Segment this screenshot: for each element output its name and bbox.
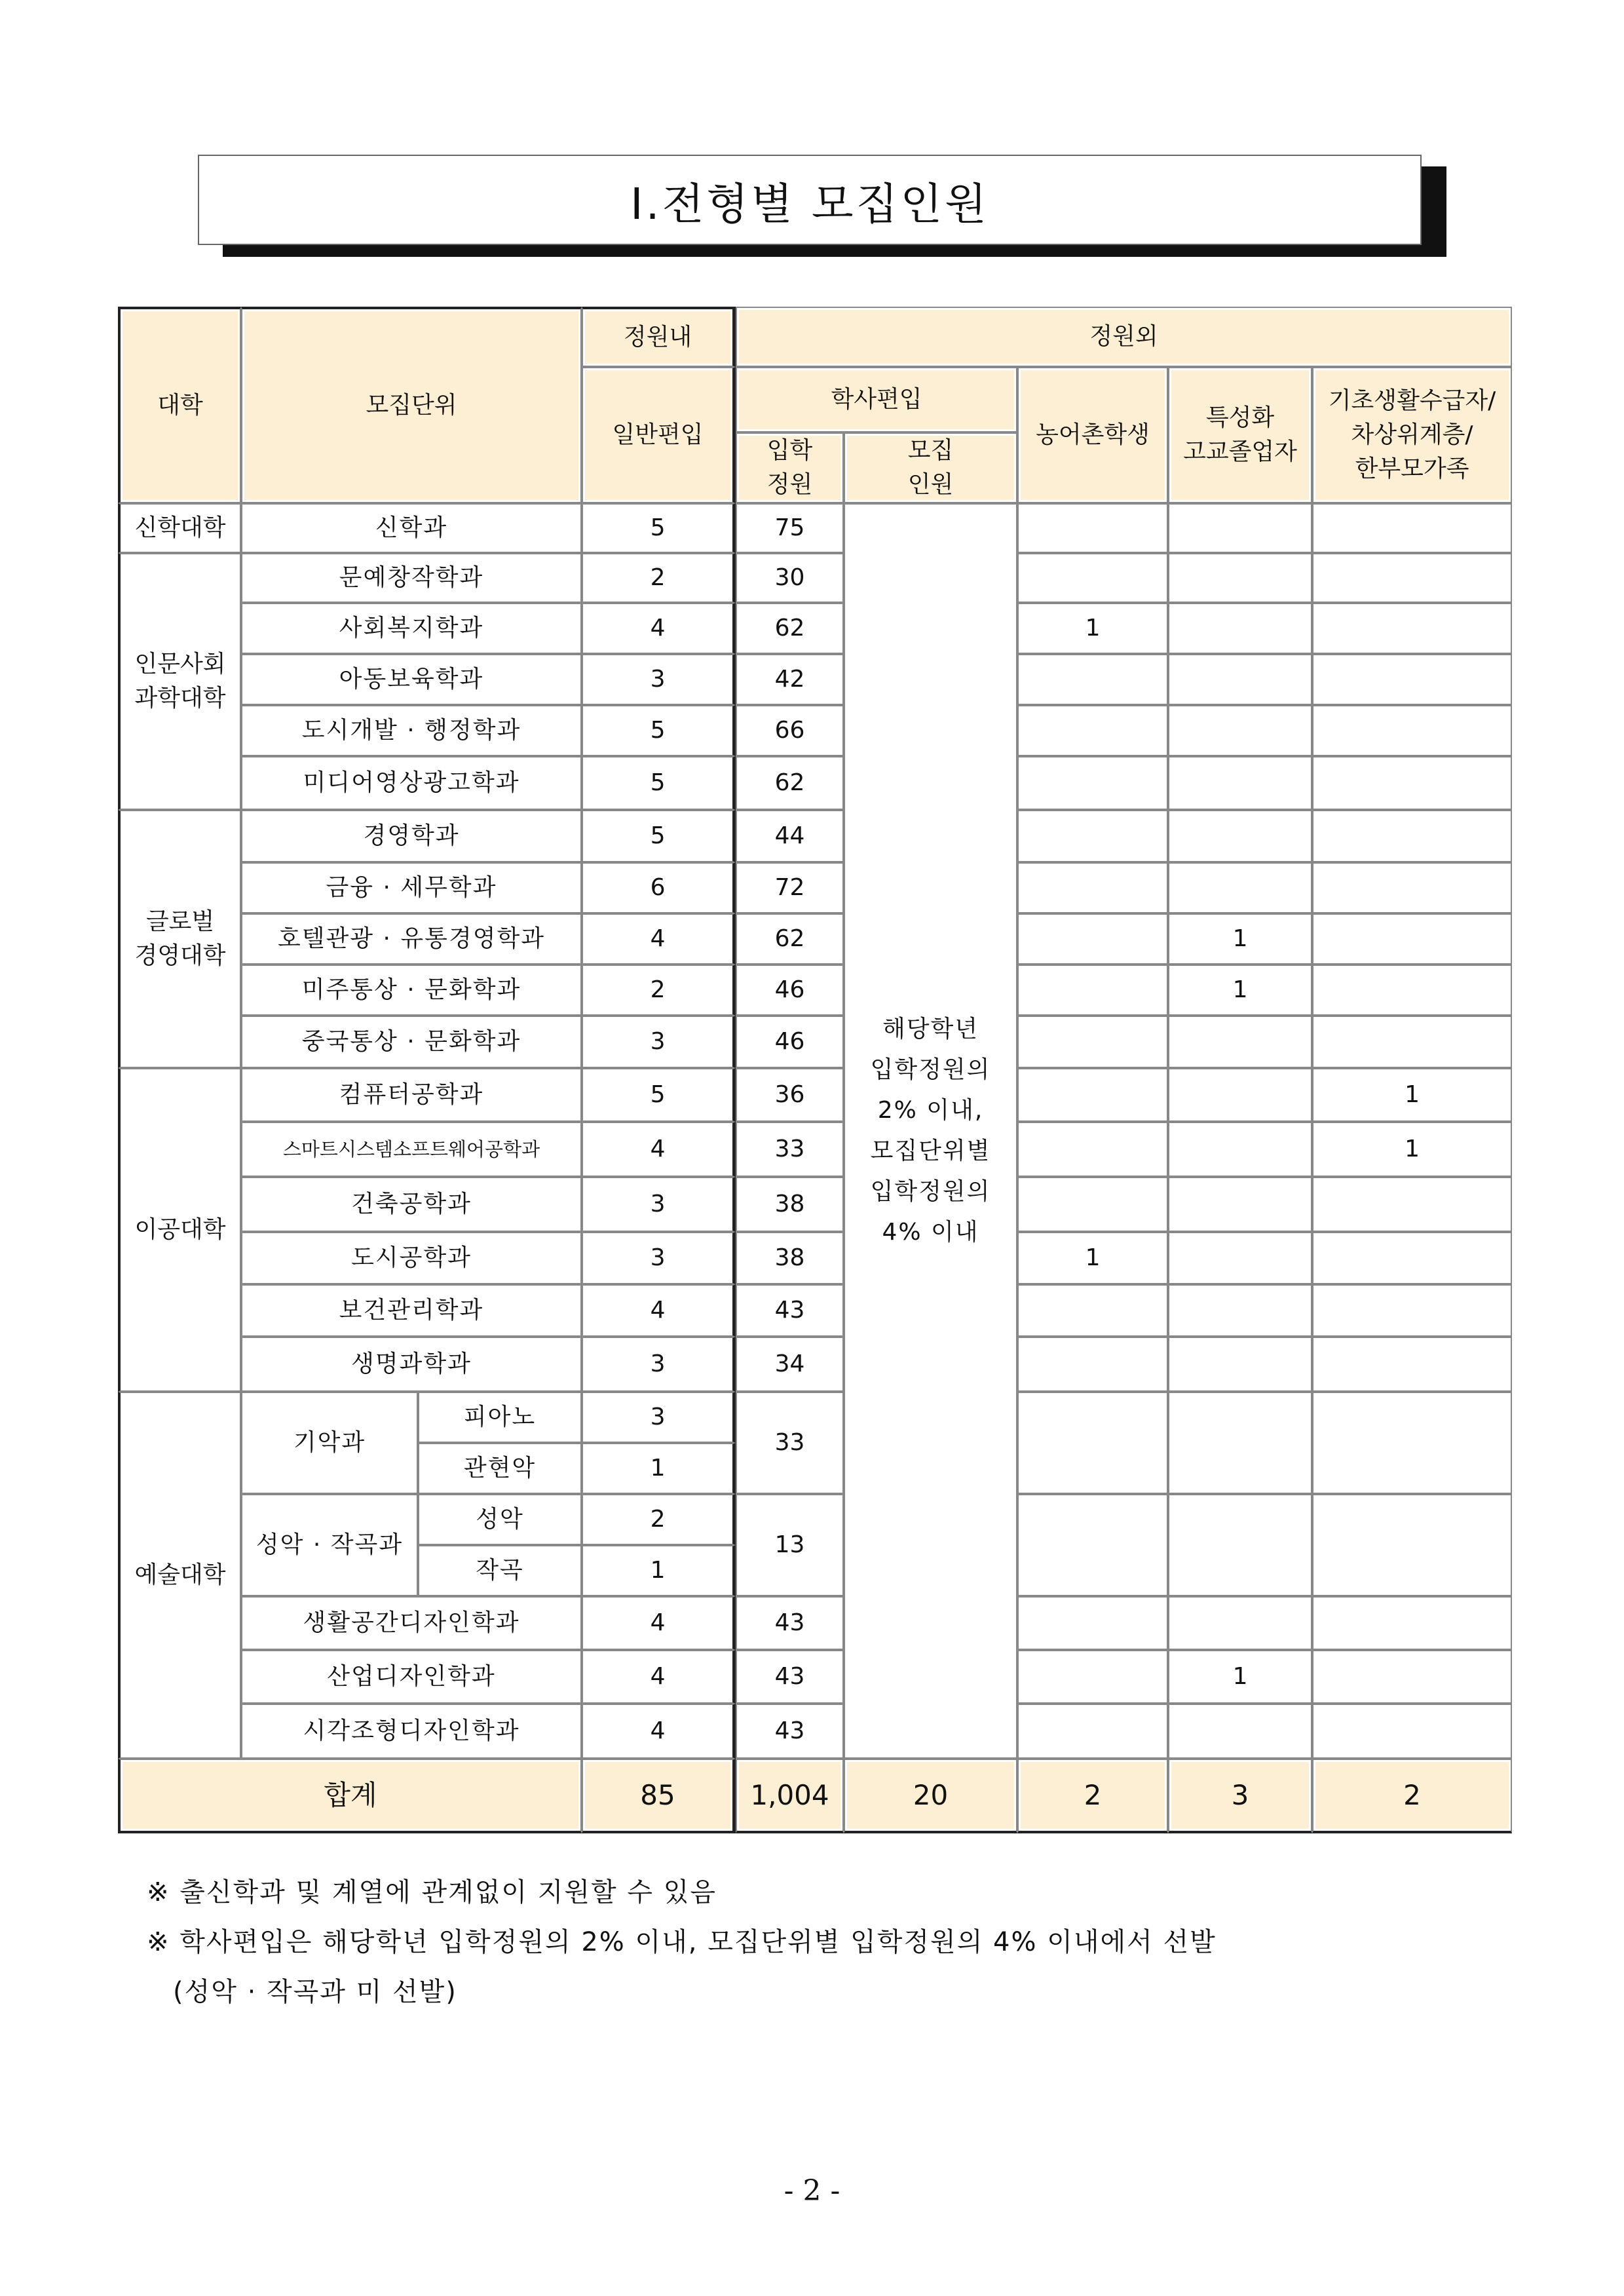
- unit-cell: 생활공간디자인학과: [241, 1596, 582, 1650]
- rural-cell: [1017, 654, 1168, 705]
- welfare-cell: [1312, 862, 1512, 913]
- admission-quota-cell: 46: [736, 1016, 844, 1068]
- specialized-cell: [1168, 1232, 1312, 1284]
- admission-quota-cell: 33: [736, 1122, 844, 1177]
- header-specialized: 특성화 고교졸업자: [1168, 367, 1312, 503]
- total-specialized: 3: [1168, 1759, 1312, 1833]
- sub-unit-cell: 작곡: [418, 1545, 582, 1596]
- specialized-cell: [1168, 1016, 1312, 1068]
- unit-cell: 스마트시스템소프트웨어공학과: [241, 1122, 582, 1177]
- rural-cell: [1017, 553, 1168, 603]
- admission-quota-cell: 43: [736, 1596, 844, 1650]
- welfare-cell: [1312, 705, 1512, 756]
- table-row: [118, 756, 1512, 810]
- rural-cell: [1017, 862, 1168, 913]
- specialized-cell: [1168, 1177, 1312, 1232]
- rural-cell: [1017, 1122, 1168, 1177]
- unit-cell: 경영학과: [241, 810, 582, 862]
- rural-cell: [1017, 1494, 1168, 1596]
- unit-cell: 도시공학과: [241, 1232, 582, 1284]
- total-row: [118, 1759, 1512, 1833]
- table-row: [118, 1284, 1512, 1337]
- welfare-cell: [1312, 553, 1512, 603]
- rural-cell: [1017, 1068, 1168, 1122]
- specialized-cell: [1168, 1704, 1312, 1759]
- general-transfer-cell: 4: [582, 913, 736, 965]
- college-cell: 글로벌 경영대학: [118, 810, 241, 1068]
- general-transfer-cell: 2: [582, 553, 736, 603]
- specialized-cell: 1: [1168, 913, 1312, 965]
- general-transfer-cell: 5: [582, 1068, 736, 1122]
- general-transfer-cell: 1: [582, 1545, 736, 1596]
- admission-quota-cell: 36: [736, 1068, 844, 1122]
- table-row: [118, 913, 1512, 965]
- unit-cell: 사회복지학과: [241, 603, 582, 654]
- header-unit: 모집단위: [241, 307, 582, 503]
- table-row: [118, 1177, 1512, 1232]
- general-transfer-cell: 3: [582, 1392, 736, 1443]
- unit-cell: 컴퓨터공학과: [241, 1068, 582, 1122]
- unit-cell: 산업디자인학과: [241, 1650, 582, 1704]
- general-transfer-cell: 2: [582, 965, 736, 1016]
- admission-quota-cell: 75: [736, 503, 844, 553]
- total-rural: 2: [1017, 1759, 1168, 1833]
- general-transfer-cell: 3: [582, 1177, 736, 1232]
- unit-cell: 아동보육학과: [241, 654, 582, 705]
- welfare-cell: [1312, 1337, 1512, 1392]
- note-1: ※ 출신학과 및 계열에 관계없이 지원할 수 있음: [147, 1877, 717, 1907]
- admission-quota-cell: 13: [736, 1494, 844, 1596]
- table-row: [118, 1704, 1512, 1759]
- general-transfer-cell: 4: [582, 1650, 736, 1704]
- unit-cell: 호텔관광 · 유통경영학과: [241, 913, 582, 965]
- rural-cell: [1017, 1392, 1168, 1494]
- general-transfer-cell: 4: [582, 1596, 736, 1650]
- table-row: [118, 503, 1512, 553]
- specialized-cell: [1168, 1122, 1312, 1177]
- header-recruit-count: 모집 인원: [844, 432, 1017, 503]
- general-transfer-cell: 4: [582, 1284, 736, 1337]
- welfare-cell: [1312, 503, 1512, 553]
- general-transfer-cell: 3: [582, 1337, 736, 1392]
- notes: [147, 1867, 1217, 2017]
- admission-quota-cell: 66: [736, 705, 844, 756]
- specialized-cell: [1168, 553, 1312, 603]
- specialized-cell: [1168, 862, 1312, 913]
- college-cell: 이공대학: [118, 1068, 241, 1392]
- rural-cell: [1017, 965, 1168, 1016]
- rural-cell: [1017, 1016, 1168, 1068]
- table-row: [118, 1392, 1512, 1443]
- table-row: [118, 1232, 1512, 1284]
- unit-cell: 성악 · 작곡과: [241, 1494, 418, 1596]
- table-row: [118, 965, 1512, 1016]
- specialized-cell: [1168, 654, 1312, 705]
- welfare-cell: [1312, 1392, 1512, 1494]
- recruitment-table: [118, 307, 1512, 1833]
- admission-quota-cell: 34: [736, 1337, 844, 1392]
- welfare-cell: [1312, 1284, 1512, 1337]
- general-transfer-cell: 4: [582, 1704, 736, 1759]
- rural-cell: [1017, 1596, 1168, 1650]
- general-transfer-cell: 1: [582, 1443, 736, 1494]
- header-bachelor-transfer: 학사편입: [736, 367, 1017, 432]
- unit-cell: 미디어영상광고학과: [241, 756, 582, 810]
- admission-quota-cell: 42: [736, 654, 844, 705]
- admission-quota-cell: 62: [736, 756, 844, 810]
- rural-cell: [1017, 1650, 1168, 1704]
- welfare-cell: [1312, 1596, 1512, 1650]
- rural-cell: [1017, 913, 1168, 965]
- header-in-quota: 정원내: [582, 307, 736, 367]
- header-college: 대학: [118, 307, 241, 503]
- welfare-cell: [1312, 1494, 1512, 1596]
- general-transfer-cell: 4: [582, 603, 736, 654]
- rural-cell: [1017, 1337, 1168, 1392]
- rural-cell: 1: [1017, 603, 1168, 654]
- header-out-quota: 정원외: [736, 307, 1512, 367]
- welfare-cell: [1312, 965, 1512, 1016]
- welfare-cell: [1312, 654, 1512, 705]
- rural-cell: [1017, 1177, 1168, 1232]
- sub-unit-cell: 성악: [418, 1494, 582, 1545]
- total-quota: 1,004: [736, 1759, 844, 1833]
- table-row: [118, 862, 1512, 913]
- admission-quota-cell: 38: [736, 1232, 844, 1284]
- admission-quota-cell: 43: [736, 1650, 844, 1704]
- general-transfer-cell: 2: [582, 1494, 736, 1545]
- specialized-cell: [1168, 603, 1312, 654]
- admission-quota-cell: 43: [736, 1284, 844, 1337]
- table-row: [118, 1068, 1512, 1122]
- welfare-cell: [1312, 1016, 1512, 1068]
- unit-cell: 도시개발 · 행정학과: [241, 705, 582, 756]
- rural-cell: [1017, 1704, 1168, 1759]
- welfare-cell: [1312, 1704, 1512, 1759]
- welfare-cell: [1312, 1177, 1512, 1232]
- rural-cell: [1017, 1284, 1168, 1337]
- admission-quota-cell: 44: [736, 810, 844, 862]
- header-admission-quota: 입학 정원: [736, 432, 844, 503]
- total-label: 합계: [118, 1759, 582, 1833]
- general-transfer-cell: 3: [582, 1016, 736, 1068]
- specialized-cell: [1168, 810, 1312, 862]
- unit-cell: 미주통상 · 문화학과: [241, 965, 582, 1016]
- unit-cell: 기악과: [241, 1392, 418, 1494]
- specialized-cell: [1168, 1284, 1312, 1337]
- admission-quota-cell: 62: [736, 603, 844, 654]
- general-transfer-cell: 5: [582, 705, 736, 756]
- general-transfer-cell: 5: [582, 503, 736, 553]
- specialized-cell: [1168, 1337, 1312, 1392]
- rural-cell: [1017, 810, 1168, 862]
- admission-quota-cell: 72: [736, 862, 844, 913]
- unit-cell: 신학과: [241, 503, 582, 553]
- unit-cell: 건축공학과: [241, 1177, 582, 1232]
- table-row: [118, 603, 1512, 654]
- unit-cell: 문예창작학과: [241, 553, 582, 603]
- specialized-cell: 1: [1168, 965, 1312, 1016]
- table-row: [118, 1494, 1512, 1545]
- total-general: 85: [582, 1759, 736, 1833]
- college-cell: 신학대학: [118, 503, 241, 553]
- rural-cell: 1: [1017, 1232, 1168, 1284]
- sub-unit-cell: 피아노: [418, 1392, 582, 1443]
- table-row: [118, 1650, 1512, 1704]
- specialized-cell: [1168, 1494, 1312, 1596]
- unit-cell: 중국통상 · 문화학과: [241, 1016, 582, 1068]
- rural-cell: [1017, 756, 1168, 810]
- table-row: [118, 553, 1512, 603]
- page-number: - 2 -: [784, 2174, 840, 2208]
- sub-unit-cell: 관현악: [418, 1443, 582, 1494]
- general-transfer-cell: 5: [582, 756, 736, 810]
- admission-quota-cell: 62: [736, 913, 844, 965]
- specialized-cell: [1168, 1068, 1312, 1122]
- welfare-cell: [1312, 603, 1512, 654]
- specialized-cell: [1168, 1596, 1312, 1650]
- unit-cell: 생명과학과: [241, 1337, 582, 1392]
- college-cell: 인문사회 과학대학: [118, 553, 241, 810]
- welfare-cell: [1312, 1650, 1512, 1704]
- specialized-cell: [1168, 1392, 1312, 1494]
- specialized-cell: [1168, 756, 1312, 810]
- welfare-cell: [1312, 756, 1512, 810]
- table-row: [118, 654, 1512, 705]
- general-transfer-cell: 4: [582, 1122, 736, 1177]
- table-row: [118, 705, 1512, 756]
- admission-quota-cell: 33: [736, 1392, 844, 1494]
- header-rural: 농어촌학생: [1017, 367, 1168, 503]
- specialized-cell: [1168, 705, 1312, 756]
- general-transfer-cell: 6: [582, 862, 736, 913]
- welfare-cell: 1: [1312, 1122, 1512, 1177]
- unit-cell: 시각조형디자인학과: [241, 1704, 582, 1759]
- header-welfare: 기초생활수급자/ 차상위계층/ 한부모가족: [1312, 367, 1512, 503]
- note-2: ※ 학사편입은 해당학년 입학정원의 2% 이내, 모집단위별 입학정원의 4% 이내에서 선발: [147, 1927, 1217, 1957]
- admission-quota-cell: 38: [736, 1177, 844, 1232]
- rural-cell: [1017, 503, 1168, 553]
- rural-cell: [1017, 705, 1168, 756]
- unit-cell: 보건관리학과: [241, 1284, 582, 1337]
- total-welfare: 2: [1312, 1759, 1512, 1833]
- admission-quota-cell: 30: [736, 553, 844, 603]
- general-transfer-cell: 5: [582, 810, 736, 862]
- specialized-cell: [1168, 503, 1312, 553]
- admission-quota-cell: 43: [736, 1704, 844, 1759]
- college-cell: 예술대학: [118, 1392, 241, 1759]
- general-transfer-cell: 3: [582, 1232, 736, 1284]
- specialized-cell: 1: [1168, 1650, 1312, 1704]
- welfare-cell: [1312, 1232, 1512, 1284]
- welfare-cell: 1: [1312, 1068, 1512, 1122]
- table-row: [118, 1016, 1512, 1068]
- table-row: [118, 1596, 1512, 1650]
- admission-quota-cell: 46: [736, 965, 844, 1016]
- general-transfer-cell: 3: [582, 654, 736, 705]
- note-3: (성악 · 작곡과 미 선발): [173, 1977, 457, 2007]
- table-row: [118, 1122, 1512, 1177]
- table-row: [118, 1337, 1512, 1392]
- header-general-transfer: 일반편입: [582, 367, 736, 503]
- page-title: Ⅰ.전형별 모집인원: [198, 155, 1422, 245]
- table-row: [118, 810, 1512, 862]
- unit-cell: 금융 · 세무학과: [241, 862, 582, 913]
- welfare-cell: [1312, 913, 1512, 965]
- welfare-cell: [1312, 810, 1512, 862]
- recruit-note-cell: 해당학년 입학정원의 2% 이내, 모집단위별 입학정원의 4% 이내: [844, 503, 1017, 1759]
- total-recruit: 20: [844, 1759, 1017, 1833]
